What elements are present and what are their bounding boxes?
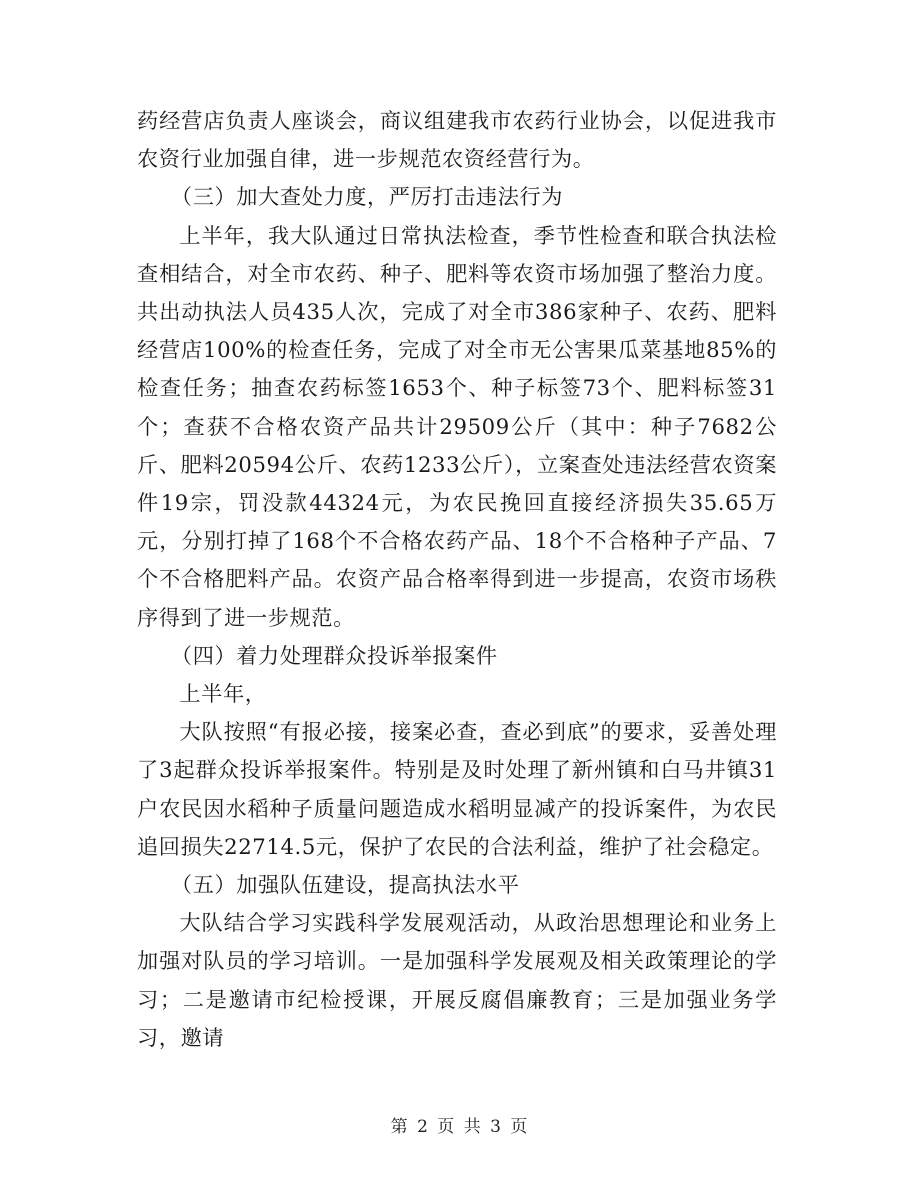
paragraph-complaints: 大队按照“有报必接，接案必查，查必到底”的要求，妥善处理了3起群众投诉举报案件。特别是及时处理了新州镇和白马井镇31户农民因水稻种子质量问题造成水稻明显减产的投诉案件，为农民追回损失22714.5元，保护了农民的合法利益，维护了社会稳定。	[137, 719, 777, 859]
paragraph-enforcement-results: 上半年，我大队通过日常执法检查，季节性检查和联合执法检查相结合，对全市农药、种子、肥料等农资市场加强了整治力度。共出动执法人员435人次，完成了对全市386家种子、农药、肥料经营店100%的检查任务，完成了对全市无公害果瓜菜基地85%的检查任务；抽查农药标签1653个、种子标签73个、肥料标签31个；查获不合格农资产品共计29509公斤（其中：种子7682公斤、肥料20594公斤、农药1233公斤），立案查处违法经营农资案件19宗，罚没款44324元，为农民挽回直接经济损失35.65万元，分别打掉了168个不合格农药产品、18个不合格种子产品、7个不合格肥料产品。农资产品合格率得到进一步提高，农资市场秩序得到了进一步规范。	[137, 222, 777, 630]
section-heading-3: （三）加大查处力度，严厉打击违法行为	[170, 184, 564, 210]
paragraph-first-half: 上半年，	[179, 681, 267, 707]
page-footer: 第 2 页 共 3 页	[390, 1117, 530, 1137]
section-heading-4: （四）着力处理群众投诉举报案件	[170, 642, 498, 668]
section-heading-5: （五）加强队伍建设，提高执法水平	[170, 872, 520, 898]
paragraph-team-building: 大队结合学习实践科学发展观活动，从政治思想理论和业务上加强对队员的学习培训。一是加强科学发展观及相关政策理论的学习；二是邀请市纪检授课，开展反腐倡廉教育；三是加强业务学习，邀请	[137, 910, 777, 1050]
paragraph-continuation: 药经营店负责人座谈会，商议组建我市农药行业协会，以促进我市农资行业加强自律，进一步规范农资经营行为。	[137, 108, 777, 172]
document-body	[137, 102, 777, 1057]
